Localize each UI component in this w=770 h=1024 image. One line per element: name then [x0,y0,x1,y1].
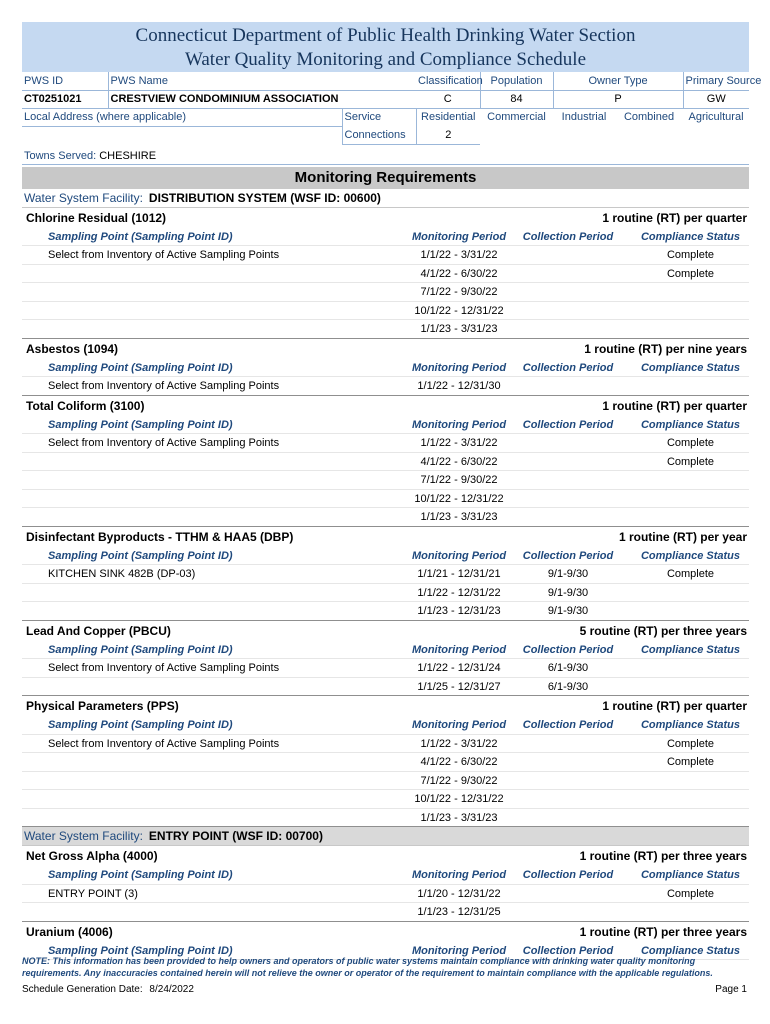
monitoring-period: 1/1/22 - 3/31/22 [420,249,498,261]
analyte-header [22,696,749,716]
analyte-name: Lead And Copper (PBCU) [26,623,171,638]
compliance-status: Complete [666,756,715,768]
schedule-row [22,565,749,584]
schedule-row [22,283,749,302]
analyte-name: Chlorine Residual (1012) [26,210,167,225]
collection-period-header: Collection Period [522,643,614,656]
primary-source-label: Primary Source [683,72,749,90]
analyte-header [22,208,749,228]
compliance-status: Complete [666,267,715,280]
classification-label: Classification [416,72,480,90]
analyte-name: Physical Parameters (PPS) [26,699,179,713]
column-header-row [22,547,749,566]
analyte-header [22,922,749,942]
compliance-status: Complete [666,437,715,449]
facility-label: Water System Facility: [24,829,143,843]
analyte-name: Disinfectant Byproducts - TTHM & HAA5 (DBP) [26,529,294,544]
analyte-name: Net Gross Alpha (4000) [26,849,158,863]
sampling-point: KITCHEN SINK 482B (DP-03) [48,568,196,580]
collection-period: 6/1-9/30 [547,680,589,693]
document-title [22,22,749,72]
facility-label: Water System Facility: [24,190,143,205]
schedule-row [22,772,749,791]
compliance-status-header: Compliance Status [640,944,741,957]
schedule-row [22,490,749,509]
compliance-status-header: Compliance Status [640,643,741,656]
schedule-row [22,809,749,828]
analyte-header [22,396,749,416]
towns-served [22,147,749,165]
collection-period: 9/1-9/30 [547,586,589,599]
primary-source-value: GW [683,90,749,108]
system-info-table [22,72,762,145]
schedule-row [22,471,749,490]
analyte-frequency: 1 routine (RT) per three years [579,924,747,939]
collection-period: 9/1-9/30 [547,605,589,617]
collection-period: 9/1-9/30 [547,568,589,580]
monitoring-period-header: Monitoring Period [411,230,507,243]
sampling-point-header: Sampling Point (Sampling Point ID) [48,869,233,881]
collection-period-header: Collection Period [522,361,614,374]
combined-label: Combined [623,111,675,124]
monitoring-period-header: Monitoring Period [411,944,507,957]
residential-label: Residential [416,108,480,126]
schedule-row [22,246,749,265]
page-number: Page 1 [715,984,747,995]
facilities-list [22,189,749,961]
page-footer [22,984,749,995]
collection-period-header: Collection Period [522,944,614,957]
column-header-row [22,416,749,435]
monitoring-period: 7/1/22 - 9/30/22 [420,474,498,486]
schedule-row [22,320,749,339]
monitoring-period: 1/1/23 - 3/31/23 [420,511,498,523]
sampling-point: Select from Inventory of Active Sampling Points [48,662,280,674]
schedule-row [22,659,749,678]
owner-type-value: P [553,90,683,108]
agricultural-label: Agricultural [688,111,744,124]
monitoring-period: 10/1/22 - 12/31/22 [414,793,504,805]
sampling-point: Select from Inventory of Active Sampling Points [48,380,280,392]
sampling-point-header: Sampling Point (Sampling Point ID) [48,230,233,243]
compliance-status-header: Compliance Status [640,549,741,562]
residential-value: 2 [416,126,480,144]
monitoring-period: 4/1/22 - 6/30/22 [420,267,498,280]
schedule-row [22,753,749,772]
schedule-row [22,735,749,754]
schedule-row [22,903,749,922]
monitoring-period-header: Monitoring Period [411,549,507,562]
monitoring-period: 1/1/22 - 12/31/22 [417,586,501,599]
analyte-header [22,339,749,359]
sampling-point-header: Sampling Point (Sampling Point ID) [48,361,233,374]
sampling-point-header: Sampling Point (Sampling Point ID) [48,719,233,731]
service-label-2: Connections [342,126,416,144]
monitoring-period: 4/1/22 - 6/30/22 [420,455,498,468]
compliance-status-header: Compliance Status [640,418,741,431]
compliance-status: Complete [666,737,715,750]
compliance-status-header: Compliance Status [640,869,741,881]
towns-label: Towns Served: [24,149,97,162]
sampling-point: ENTRY POINT (3) [48,887,138,900]
owner-type-label: Owner Type [553,72,683,90]
monitoring-period: 1/1/25 - 12/31/27 [417,680,501,693]
compliance-status: Complete [666,568,715,580]
sampling-point: Select from Inventory of Active Sampling Points [48,249,280,261]
analyte-name: Asbestos (1094) [26,341,119,356]
pws-name-label: PWS Name [108,72,342,90]
analyte-frequency: 1 routine (RT) per year [618,529,747,544]
classification-value: C [416,90,480,108]
pws-id-label: PWS ID [22,72,108,90]
monitoring-period-header: Monitoring Period [411,869,507,881]
disclaimer-note: NOTE: This information has been provided to help owners and operators of public water systems maintain compliance with drinking water quality monitoring requirements. Any inaccuracies contained herein will not relieve the owner or operator of the requirement to maintain compliance with the applicable regulations. [22,956,713,978]
pws-id-value: CT0251021 [22,90,108,108]
sampling-point: Select from Inventory of Active Sampling Points [48,737,280,750]
title-line-2: Water Quality Monitoring and Compliance Schedule [184,49,587,70]
analyte-frequency: 1 routine (RT) per quarter [602,398,747,413]
collection-period-header: Collection Period [522,719,614,731]
monitoring-period: 10/1/22 - 12/31/22 [414,304,504,317]
collection-period-header: Collection Period [522,549,614,562]
column-header-row [22,359,749,378]
facility-header [22,189,749,208]
monitoring-period: 1/1/23 - 12/31/23 [417,605,501,617]
schedule-row [22,508,749,527]
schedule-row [22,377,749,396]
monitoring-title: Monitoring Requirements [22,167,749,189]
collection-period-header: Collection Period [522,418,614,431]
analyte-name: Uranium (4006) [26,924,113,939]
schedule-row [22,885,749,904]
collection-period-header: Collection Period [522,230,614,243]
facility-name: DISTRIBUTION SYSTEM (WSF ID: 00600) [148,190,381,205]
monitoring-period: 1/1/22 - 12/31/24 [417,662,501,674]
monitoring-period-header: Monitoring Period [411,418,507,431]
collection-period: 6/1-9/30 [547,662,589,674]
sampling-point: Select from Inventory of Active Sampling Points [48,437,280,449]
analyte-frequency: 1 routine (RT) per three years [579,849,747,863]
pws-name-value: CRESTVIEW CONDOMINIUM ASSOCIATION [108,90,342,108]
compliance-status: Complete [666,249,715,261]
column-header-row [22,641,749,660]
analyte-frequency: 1 routine (RT) per quarter [602,210,747,225]
monitoring-period: 7/1/22 - 9/30/22 [420,286,498,298]
compliance-status-header: Compliance Status [640,719,741,731]
compliance-status-header: Compliance Status [640,361,741,374]
towns-value: CHESHIRE [99,149,157,162]
analyte-header [22,527,749,547]
commercial-label: Commercial [487,111,546,124]
population-value: 84 [480,90,553,108]
local-address-label: Local Address (where applicable) [24,111,187,123]
analyte-name: Total Coliform (3100) [26,398,145,413]
analyte-frequency: 5 routine (RT) per three years [579,623,747,638]
sampling-point-header: Sampling Point (Sampling Point ID) [48,944,233,957]
generation-date: 8/24/2022 [149,984,194,995]
analyte-frequency: 1 routine (RT) per nine years [584,341,747,356]
monitoring-period: 1/1/21 - 12/31/21 [417,568,501,580]
compliance-status: Complete [666,887,715,900]
facility-header [22,827,749,846]
schedule-row [22,678,749,697]
schedule-row [22,302,749,321]
schedule-row [22,453,749,472]
monitoring-period: 10/1/22 - 12/31/22 [414,492,504,505]
column-header-row [22,866,749,885]
monitoring-period-header: Monitoring Period [411,361,507,374]
sampling-point-header: Sampling Point (Sampling Point ID) [48,643,233,656]
generation-date-label: Schedule Generation Date: [22,984,143,995]
monitoring-period: 1/1/22 - 3/31/22 [420,437,498,449]
monitoring-period: 1/1/22 - 12/31/30 [417,380,501,392]
monitoring-period: 1/1/23 - 12/31/25 [417,906,501,918]
facility-name: ENTRY POINT (WSF ID: 00700) [148,829,323,843]
monitoring-period: 1/1/23 - 3/31/23 [420,811,498,824]
schedule-row [22,265,749,284]
monitoring-period: 1/1/22 - 3/31/22 [420,737,498,750]
title-line-1: Connecticut Department of Public Health Drinking Water Section [135,25,636,46]
sampling-point-header: Sampling Point (Sampling Point ID) [48,418,233,431]
compliance-status: Complete [666,455,715,468]
monitoring-period: 1/1/23 - 3/31/23 [420,323,498,335]
schedule-row [22,584,749,603]
analyte-header [22,846,749,866]
monitoring-period-header: Monitoring Period [411,719,507,731]
monitoring-period: 1/1/20 - 12/31/22 [417,887,501,900]
analyte-frequency: 1 routine (RT) per quarter [602,699,747,713]
industrial-label: Industrial [561,111,607,124]
monitoring-period: 7/1/22 - 9/30/22 [420,774,498,787]
analyte-header [22,621,749,641]
collection-period-header: Collection Period [522,869,614,881]
schedule-row [22,790,749,809]
schedule-row [22,602,749,621]
population-label: Population [480,72,553,90]
schedule-page [22,22,762,960]
column-header-row [22,228,749,247]
compliance-status-header: Compliance Status [640,230,741,243]
column-header-row [22,716,749,735]
schedule-row [22,434,749,453]
monitoring-period-header: Monitoring Period [411,643,507,656]
service-label-1: Service [342,108,416,126]
monitoring-period: 4/1/22 - 6/30/22 [420,756,498,768]
sampling-point-header: Sampling Point (Sampling Point ID) [48,549,233,562]
